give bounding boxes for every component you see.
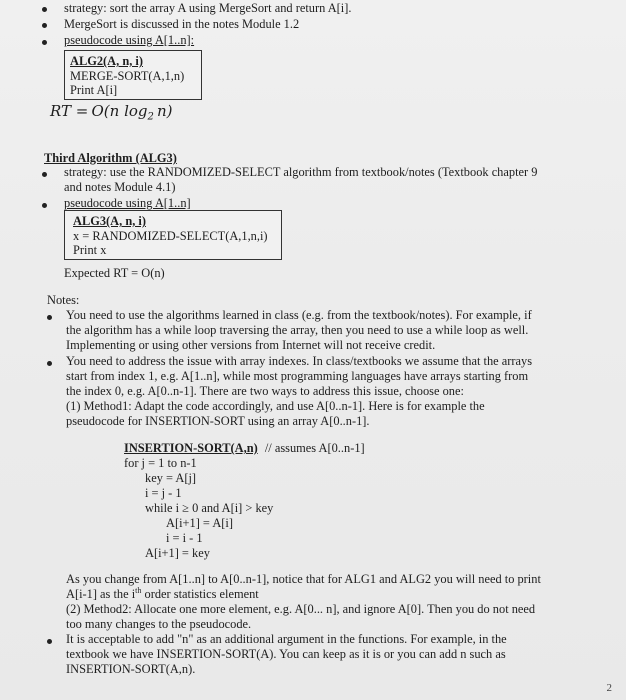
after-sup: th — [135, 585, 142, 595]
code-line: A[i+1] = key — [145, 546, 210, 560]
code-line: for j = 1 to n-1 — [124, 456, 197, 470]
alg3-line: Print x — [73, 243, 107, 257]
alg3-heading: Third Algorithm (ALG3) — [44, 151, 177, 165]
bullet — [42, 7, 47, 12]
code-line: i = i - 1 — [166, 531, 203, 545]
alg2-title: ALG2(A, n, i) — [70, 54, 143, 68]
bullet — [47, 639, 52, 644]
note3-line: textbook we have INSERTION-SORT(A). You can keep as it is or you can add n such as — [66, 647, 506, 661]
alg3-expected-rt: Expected RT = O(n) — [64, 266, 165, 280]
bullet — [42, 172, 47, 177]
note3-line: INSERTION-SORT(A,n). — [66, 662, 196, 676]
bullet — [42, 40, 47, 45]
alg3-strategy-line1: strategy: use the RANDOMIZED-SELECT algorithm from textbook/notes (Textbook chapter 9 — [64, 165, 538, 179]
code-header — [124, 441, 365, 456]
note2-after-line2 — [66, 587, 259, 602]
alg3-strategy-line2: and notes Module 4.1) — [64, 180, 176, 194]
rt-end: n) — [156, 102, 173, 120]
note2-line: pseudocode for INSERTION-SORT using an array A[0..n-1]. — [66, 414, 370, 428]
code-line: i = j - 1 — [145, 486, 182, 500]
after-text: order statistics element — [141, 587, 259, 601]
note2-line: You need to address the issue with array indexes. In class/textbooks we assume that the arrays — [66, 354, 533, 368]
note3-line: It is acceptable to add "n" as an additional argument in the functions. For example, in the — [66, 632, 507, 646]
bullet — [42, 23, 47, 28]
alg3-title: ALG3(A, n, i) — [73, 214, 146, 228]
note2-line: start from index 1, e.g. A[1..n], while most programming languages have arrays starting from — [66, 369, 529, 383]
code-line: while i ≥ 0 and A[i] > key — [145, 501, 274, 515]
note1-line: the algorithm has a while loop traversing the array, then you need to use a while loop as well. — [66, 323, 529, 337]
method2-line: (2) Method2: Allocate one more element, e.g. A[0... n], and ignore A[0]. Then you do not need — [66, 602, 536, 616]
method2-line: too many changes to the pseudocode. — [66, 617, 252, 631]
alg3-line: x = RANDOMIZED-SELECT(A,1,n,i) — [73, 229, 268, 243]
note2-after-line: As you change from A[1..n] to A[0..n-1], notice that for ALG1 and ALG2 you will need to print — [66, 572, 541, 586]
after-text: A[i-1] as the i — [66, 587, 136, 601]
bullet — [47, 361, 52, 366]
alg3-pseudocode-box — [64, 210, 282, 260]
notes-heading: Notes: — [47, 293, 80, 307]
page-number: 2 — [606, 682, 612, 694]
code-title: INSERTION-SORT(A,n) — [124, 441, 258, 455]
note2-line: (1) Method1: Adapt the code accordingly, and use A[0..n-1]. Here is for example the — [66, 399, 485, 413]
rt-rhs: O(n log — [91, 102, 148, 120]
rt-lhs: RT = — [50, 102, 89, 120]
alg3-pseudocode-label: pseudocode using A[1..n] — [64, 196, 191, 210]
alg2-runtime — [50, 104, 173, 124]
bullet — [47, 315, 52, 320]
note2-line: the index 0, e.g. A[0..n-1]. There are two ways to address this issue, choose one: — [66, 384, 464, 398]
code-line: A[i+1] = A[i] — [166, 516, 233, 530]
code-comment: // assumes A[0..n-1] — [264, 441, 365, 455]
rt-sub: 2 — [147, 111, 154, 123]
note1-line: Implementing or using other versions from Internet will not receive credit. — [66, 338, 436, 352]
alg2-line: MERGE-SORT(A,1,n) — [70, 69, 185, 83]
alg2-pseudocode-box — [64, 50, 202, 100]
alg2-line: Print A[i] — [70, 83, 118, 97]
alg2-strategy: strategy: sort the array A using MergeSort and return A[i]. — [64, 1, 352, 15]
alg2-pseudocode-label: pseudocode using A[1..n]: — [64, 33, 195, 47]
code-line: key = A[j] — [145, 471, 197, 485]
note1-line: You need to use the algorithms learned in class (e.g. from the textbook/notes). For example, if — [66, 308, 532, 322]
bullet — [42, 203, 47, 208]
alg2-mergesort-note: MergeSort is discussed in the notes Module 1.2 — [64, 17, 300, 31]
